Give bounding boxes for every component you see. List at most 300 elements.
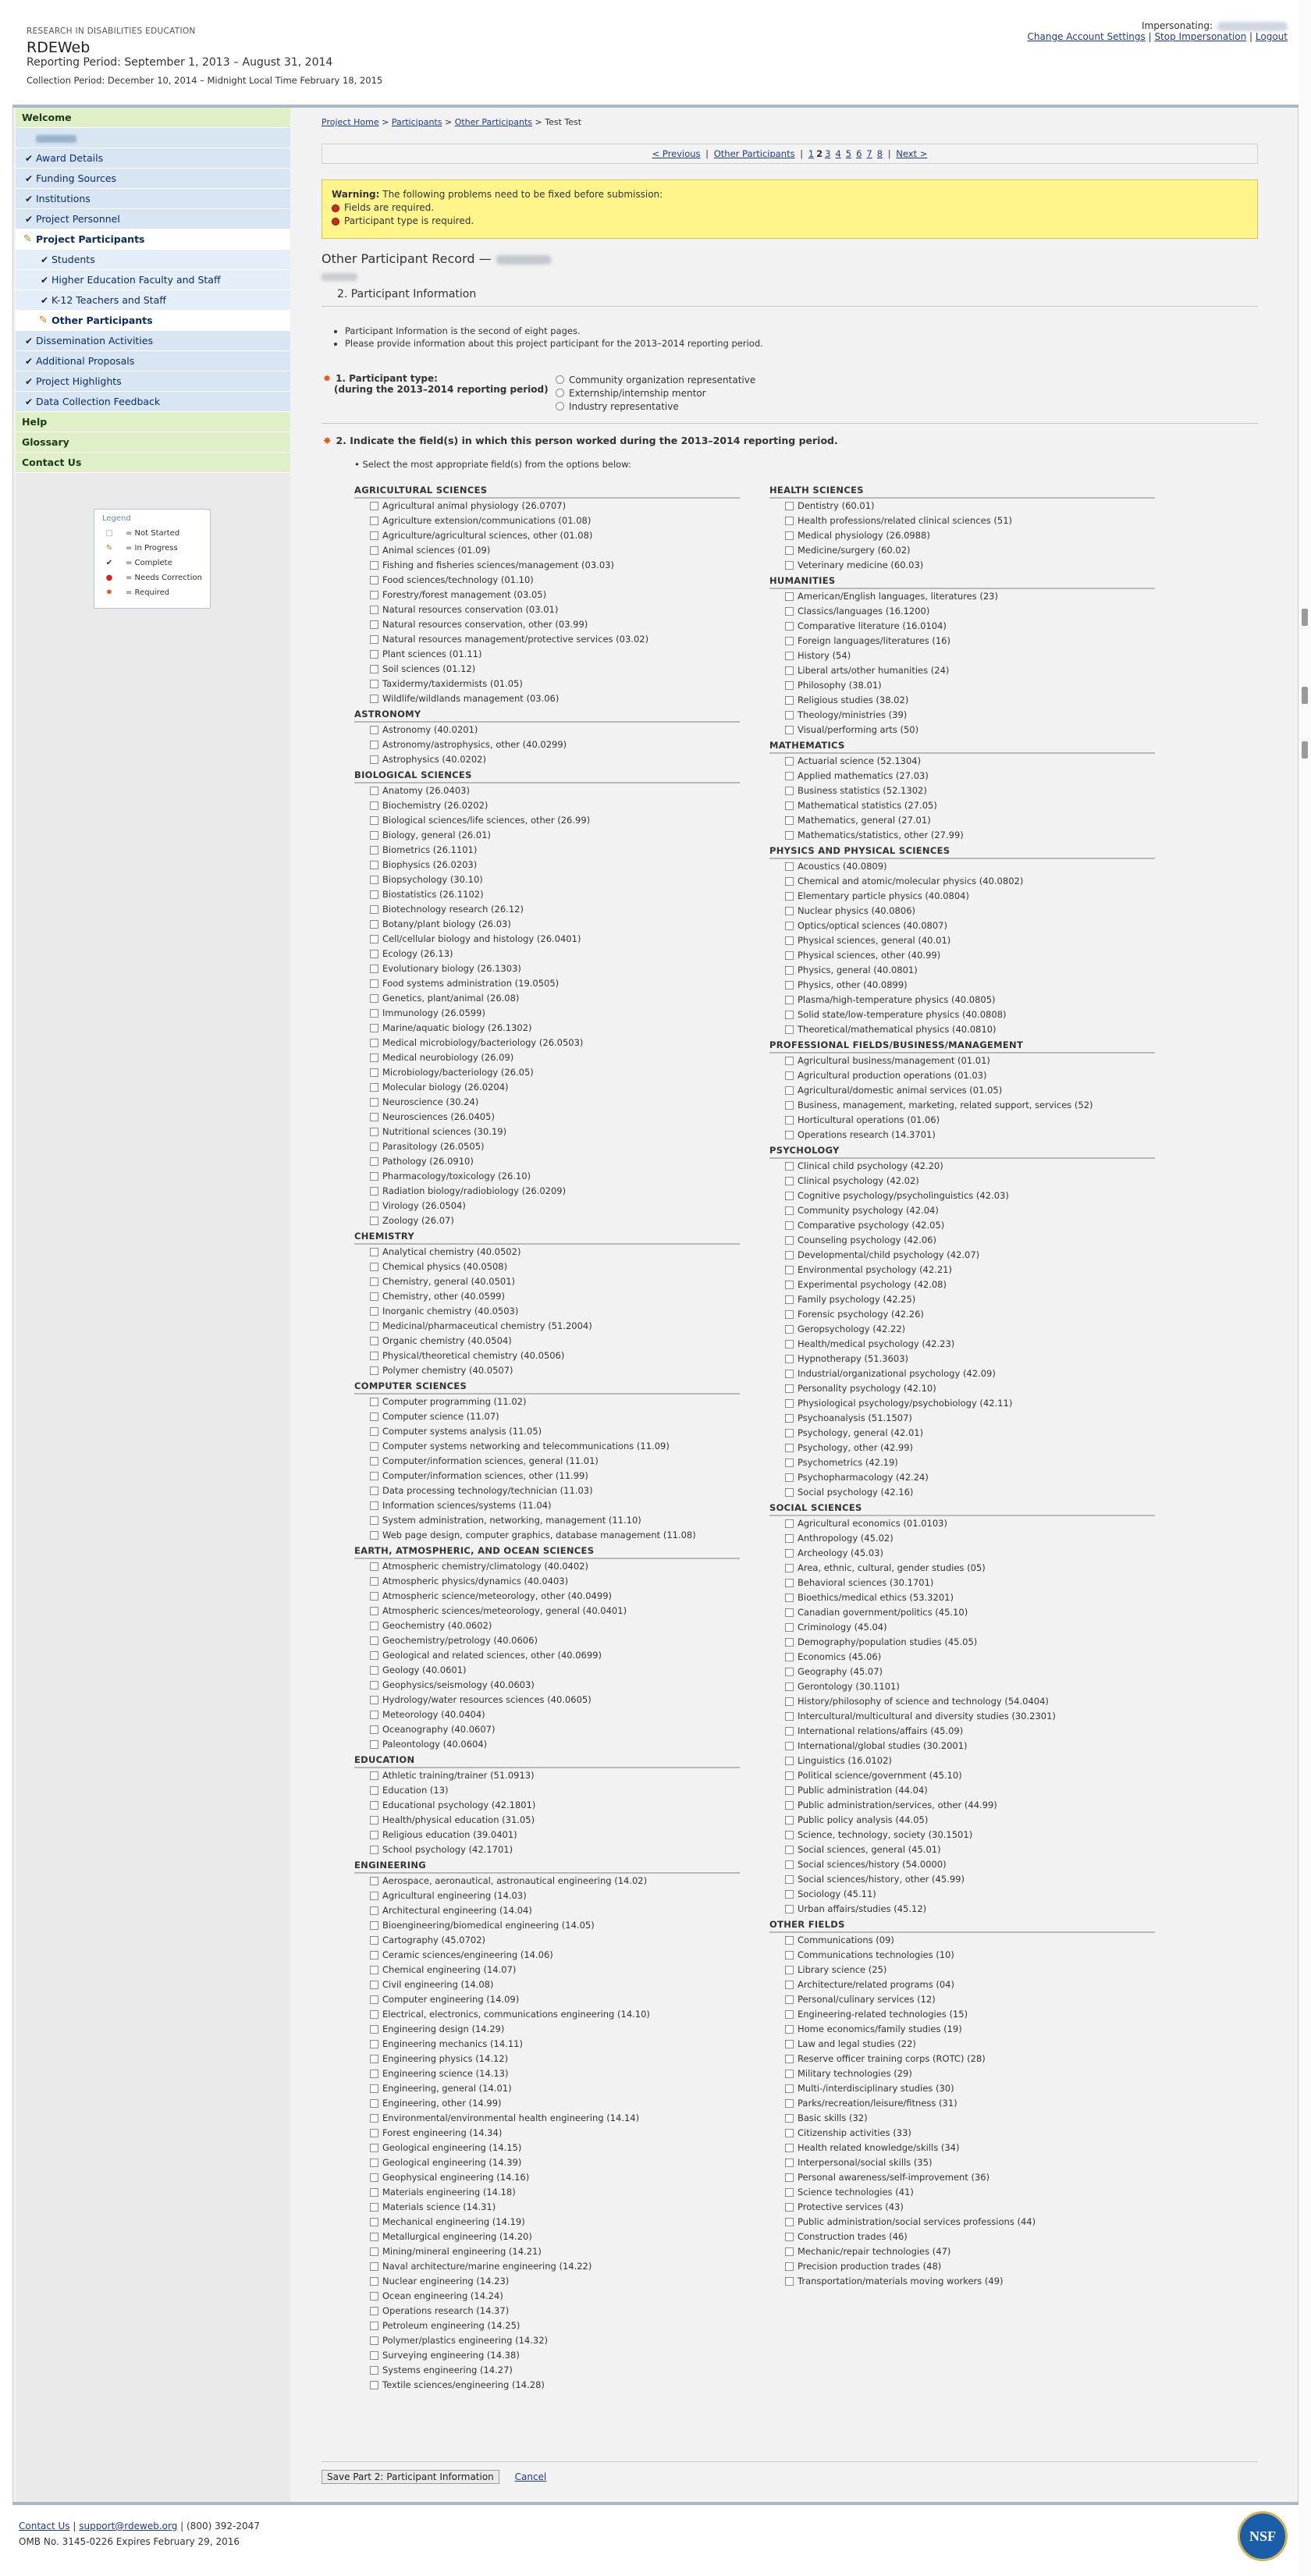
- checkbox[interactable]: [785, 2055, 794, 2063]
- checkbox[interactable]: [370, 1651, 378, 1660]
- field-option[interactable]: [354, 543, 740, 558]
- field-option[interactable]: [769, 1218, 1155, 1233]
- field-option[interactable]: [769, 828, 1155, 843]
- previous-link[interactable]: < Previous: [652, 148, 701, 159]
- field-option[interactable]: [354, 2363, 740, 2378]
- field-option[interactable]: [354, 558, 740, 573]
- checkbox[interactable]: [370, 650, 378, 659]
- checkbox[interactable]: [785, 1936, 794, 1945]
- checkbox[interactable]: [785, 1608, 794, 1617]
- radio-button[interactable]: [556, 402, 564, 410]
- checkbox[interactable]: [785, 1206, 794, 1215]
- checkbox[interactable]: [370, 831, 378, 840]
- checkbox[interactable]: [370, 979, 378, 988]
- checkbox[interactable]: [370, 2292, 378, 2301]
- checkbox[interactable]: [785, 1281, 794, 1289]
- checkbox[interactable]: [370, 1995, 378, 2004]
- radio-button[interactable]: [556, 375, 564, 384]
- sidebar-item-project-participants[interactable]: [16, 229, 290, 250]
- field-option[interactable]: [354, 2007, 740, 2022]
- footer-email-link[interactable]: support@rdeweb.org: [79, 2521, 178, 2532]
- field-option[interactable]: [354, 723, 740, 737]
- checkbox[interactable]: [785, 666, 794, 675]
- field-option[interactable]: [354, 1439, 740, 1454]
- field-option[interactable]: [769, 1561, 1155, 1576]
- field-option[interactable]: [769, 693, 1155, 708]
- field-option[interactable]: [769, 2230, 1155, 2244]
- radio-button[interactable]: [556, 389, 564, 397]
- field-option[interactable]: [769, 754, 1155, 769]
- field-option[interactable]: [354, 2348, 740, 2363]
- checkbox[interactable]: [370, 2010, 378, 2019]
- checkbox[interactable]: [785, 1966, 794, 1974]
- checkbox[interactable]: [370, 1877, 378, 1885]
- page-link-5[interactable]: 5: [845, 148, 852, 159]
- checkbox[interactable]: [370, 2262, 378, 2271]
- field-option[interactable]: [769, 963, 1155, 978]
- checkbox[interactable]: [370, 1740, 378, 1749]
- field-option[interactable]: [769, 1739, 1155, 1753]
- checkbox[interactable]: [785, 1594, 794, 1602]
- field-option[interactable]: [354, 2200, 740, 2215]
- page-link-8[interactable]: 8: [876, 148, 883, 159]
- field-option[interactable]: [769, 1352, 1155, 1366]
- field-option[interactable]: [354, 1125, 740, 1139]
- field-option[interactable]: [354, 947, 740, 961]
- field-option[interactable]: [354, 2066, 740, 2081]
- participant-type-option[interactable]: Industry representative: [556, 400, 755, 414]
- checkbox[interactable]: [370, 1427, 378, 1436]
- field-option[interactable]: [354, 2378, 740, 2393]
- checkbox[interactable]: [785, 966, 794, 975]
- field-option[interactable]: [354, 588, 740, 602]
- checkbox[interactable]: [785, 1192, 794, 1200]
- checkbox[interactable]: [785, 1340, 794, 1348]
- field-option[interactable]: [769, 2111, 1155, 2126]
- field-option[interactable]: [769, 1902, 1155, 1917]
- field-option[interactable]: [769, 859, 1155, 874]
- field-option[interactable]: [354, 2259, 740, 2274]
- checkbox[interactable]: [785, 1488, 794, 1497]
- checkbox[interactable]: [370, 1725, 378, 1734]
- checkbox[interactable]: [785, 1623, 794, 1632]
- checkbox[interactable]: [785, 1846, 794, 1854]
- field-option[interactable]: [769, 1083, 1155, 1098]
- checkbox[interactable]: [785, 1534, 794, 1543]
- checkbox[interactable]: [370, 876, 378, 884]
- checkbox[interactable]: [370, 2025, 378, 2034]
- field-option[interactable]: [354, 691, 740, 706]
- checkbox[interactable]: [370, 1366, 378, 1375]
- field-option[interactable]: [354, 1874, 740, 1888]
- checkbox[interactable]: [785, 2203, 794, 2212]
- checkbox[interactable]: [370, 2203, 378, 2212]
- checkbox[interactable]: [785, 711, 794, 720]
- field-option[interactable]: [769, 2022, 1155, 2037]
- checkbox[interactable]: [370, 2129, 378, 2137]
- field-option[interactable]: [354, 1199, 740, 1213]
- checkbox[interactable]: [785, 1057, 794, 1065]
- checkbox[interactable]: [370, 1352, 378, 1360]
- checkbox[interactable]: [785, 1801, 794, 1810]
- checkbox[interactable]: [370, 2144, 378, 2152]
- field-option[interactable]: [354, 1842, 740, 1857]
- checkbox[interactable]: [370, 2114, 378, 2123]
- field-option[interactable]: [769, 1798, 1155, 1813]
- field-option[interactable]: [354, 2141, 740, 2155]
- checkbox[interactable]: [785, 1071, 794, 1080]
- checkbox[interactable]: [785, 2233, 794, 2241]
- checkbox[interactable]: [785, 726, 794, 734]
- field-option[interactable]: [769, 2200, 1155, 2215]
- checkbox[interactable]: [370, 1217, 378, 1225]
- checkbox[interactable]: [370, 861, 378, 869]
- checkbox[interactable]: [785, 1459, 794, 1467]
- checkbox[interactable]: [785, 757, 794, 766]
- checkbox[interactable]: [370, 2099, 378, 2108]
- field-option[interactable]: [769, 1248, 1155, 1263]
- field-option[interactable]: [769, 978, 1155, 993]
- checkbox[interactable]: [785, 2159, 794, 2167]
- field-option[interactable]: [354, 662, 740, 677]
- field-option[interactable]: [769, 558, 1155, 573]
- checkbox[interactable]: [370, 1039, 378, 1047]
- field-option[interactable]: [354, 798, 740, 813]
- checkbox[interactable]: [785, 1638, 794, 1647]
- field-option[interactable]: [769, 1948, 1155, 1963]
- checkbox[interactable]: [370, 1157, 378, 1166]
- checkbox[interactable]: [785, 502, 794, 510]
- checkbox[interactable]: [370, 1412, 378, 1421]
- checkbox[interactable]: [785, 1086, 794, 1095]
- checkbox[interactable]: [785, 1414, 794, 1423]
- checkbox[interactable]: [370, 920, 378, 929]
- field-option[interactable]: [769, 2141, 1155, 2155]
- checkbox[interactable]: [785, 922, 794, 930]
- checkbox[interactable]: [370, 1307, 378, 1316]
- checkbox[interactable]: [370, 517, 378, 525]
- field-option[interactable]: [354, 828, 740, 843]
- nav-welcome[interactable]: Welcome: [16, 108, 290, 128]
- field-option[interactable]: [769, 1174, 1155, 1189]
- checkbox[interactable]: [785, 1473, 794, 1482]
- field-option[interactable]: [354, 1559, 740, 1574]
- nav-help[interactable]: Help: [16, 412, 290, 432]
- checkbox[interactable]: [785, 1860, 794, 1869]
- field-option[interactable]: [354, 1798, 740, 1813]
- checkbox[interactable]: [370, 1892, 378, 1900]
- footer-contact-link[interactable]: Contact Us: [19, 2521, 70, 2532]
- field-option[interactable]: [769, 1828, 1155, 1842]
- checkbox[interactable]: [785, 561, 794, 570]
- field-option[interactable]: [769, 874, 1155, 889]
- field-option[interactable]: [354, 1110, 740, 1125]
- sidebar-item-dissemination-activities[interactable]: [16, 331, 290, 351]
- checkbox[interactable]: [785, 1579, 794, 1587]
- field-option[interactable]: [354, 1813, 740, 1828]
- field-option[interactable]: [769, 1977, 1155, 1992]
- checkbox[interactable]: [785, 1519, 794, 1528]
- checkbox[interactable]: [370, 1292, 378, 1301]
- field-option[interactable]: [769, 2066, 1155, 2081]
- checkbox[interactable]: [370, 695, 378, 703]
- field-option[interactable]: [354, 632, 740, 647]
- field-option[interactable]: [354, 2155, 740, 2170]
- field-option[interactable]: [769, 1813, 1155, 1828]
- checkbox[interactable]: [370, 1681, 378, 1690]
- field-option[interactable]: [769, 1455, 1155, 1470]
- field-option[interactable]: [354, 1498, 740, 1513]
- checkbox[interactable]: [370, 2084, 378, 2093]
- field-option[interactable]: [769, 1650, 1155, 1665]
- field-option[interactable]: [354, 2274, 740, 2289]
- field-option[interactable]: [354, 1363, 740, 1378]
- checkbox[interactable]: [370, 1098, 378, 1107]
- checkbox[interactable]: [370, 2233, 378, 2241]
- checkbox[interactable]: [370, 1846, 378, 1854]
- checkbox[interactable]: [785, 1444, 794, 1452]
- checkbox[interactable]: [785, 1682, 794, 1691]
- nav-contact[interactable]: Contact Us: [16, 453, 290, 473]
- field-option[interactable]: [769, 1426, 1155, 1441]
- checkbox[interactable]: [370, 965, 378, 973]
- field-option[interactable]: [354, 1678, 740, 1693]
- checkbox[interactable]: [370, 1801, 378, 1810]
- checkbox[interactable]: [785, 1221, 794, 1230]
- field-option[interactable]: [354, 2170, 740, 2185]
- field-option[interactable]: [769, 1128, 1155, 1142]
- checkbox[interactable]: [370, 1068, 378, 1077]
- checkbox[interactable]: [785, 801, 794, 810]
- checkbox[interactable]: [370, 2307, 378, 2315]
- field-option[interactable]: [354, 961, 740, 976]
- checkbox[interactable]: [785, 1325, 794, 1334]
- checkbox[interactable]: [370, 1277, 378, 1286]
- field-option[interactable]: [354, 1768, 740, 1783]
- checkbox[interactable]: [370, 1128, 378, 1136]
- field-option[interactable]: [354, 1065, 740, 1080]
- field-option[interactable]: [769, 1337, 1155, 1352]
- checkbox[interactable]: [370, 950, 378, 958]
- sidebar-item-students[interactable]: [16, 250, 290, 270]
- checkbox[interactable]: [370, 591, 378, 599]
- field-option[interactable]: [354, 1409, 740, 1424]
- field-option[interactable]: [354, 2215, 740, 2230]
- checkbox[interactable]: [370, 2351, 378, 2360]
- field-option[interactable]: [354, 1903, 740, 1918]
- checkbox[interactable]: [785, 681, 794, 690]
- checkbox[interactable]: [370, 787, 378, 795]
- checkbox[interactable]: [370, 1322, 378, 1331]
- stop-impersonation-link[interactable]: Stop Impersonation: [1154, 31, 1247, 42]
- checkbox[interactable]: [785, 831, 794, 840]
- field-option[interactable]: [354, 858, 740, 872]
- field-option[interactable]: [769, 2215, 1155, 2230]
- checkbox[interactable]: [370, 2366, 378, 2375]
- field-option[interactable]: [354, 1036, 740, 1050]
- checkbox[interactable]: [370, 1951, 378, 1960]
- checkbox[interactable]: [785, 951, 794, 960]
- checkbox[interactable]: [370, 1816, 378, 1825]
- field-option[interactable]: [354, 1319, 740, 1334]
- checkbox[interactable]: [370, 1202, 378, 1210]
- field-option[interactable]: [769, 1441, 1155, 1455]
- sidebar-item-higher-education-faculty-and-staff[interactable]: [16, 270, 290, 290]
- field-option[interactable]: [769, 1068, 1155, 1083]
- field-option[interactable]: [354, 1528, 740, 1543]
- field-option[interactable]: [769, 2096, 1155, 2111]
- field-option[interactable]: [354, 1888, 740, 1903]
- checkbox[interactable]: [785, 2040, 794, 2048]
- checkbox[interactable]: [370, 1636, 378, 1645]
- field-option[interactable]: [354, 1783, 740, 1798]
- checkbox[interactable]: [370, 2173, 378, 2182]
- field-option[interactable]: [769, 1396, 1155, 1411]
- other-participants-link[interactable]: Other Participants: [713, 148, 795, 159]
- checkbox[interactable]: [370, 1248, 378, 1256]
- field-option[interactable]: [769, 1203, 1155, 1218]
- checkbox[interactable]: [785, 1564, 794, 1572]
- checkbox[interactable]: [370, 801, 378, 810]
- checkbox[interactable]: [370, 1053, 378, 1062]
- checkbox[interactable]: [785, 2010, 794, 2019]
- breadcrumb-participants[interactable]: Participants: [391, 117, 442, 127]
- checkbox[interactable]: [785, 1875, 794, 1884]
- field-option[interactable]: [354, 617, 740, 632]
- checkbox[interactable]: [785, 1025, 794, 1034]
- sidebar-item-award-details[interactable]: [16, 148, 290, 169]
- field-option[interactable]: [769, 1411, 1155, 1426]
- field-option[interactable]: [354, 1395, 740, 1409]
- field-option[interactable]: [354, 1963, 740, 1977]
- checkbox[interactable]: [785, 592, 794, 601]
- sidebar-item-project-personnel[interactable]: [16, 209, 290, 229]
- checkbox[interactable]: [785, 1131, 794, 1139]
- field-option[interactable]: [769, 1992, 1155, 2007]
- field-option[interactable]: [769, 513, 1155, 528]
- checkbox[interactable]: [785, 2099, 794, 2108]
- field-option[interactable]: [769, 723, 1155, 737]
- field-option[interactable]: [354, 573, 740, 588]
- field-option[interactable]: [769, 1159, 1155, 1174]
- field-option[interactable]: [769, 528, 1155, 543]
- checkbox[interactable]: [785, 2173, 794, 2182]
- checkbox[interactable]: [785, 1816, 794, 1825]
- checkbox[interactable]: [785, 2247, 794, 2256]
- checkbox[interactable]: [370, 680, 378, 688]
- checkbox[interactable]: [785, 1951, 794, 1960]
- field-option[interactable]: [769, 889, 1155, 904]
- field-option[interactable]: [769, 1531, 1155, 1546]
- field-option[interactable]: [769, 1783, 1155, 1798]
- field-option[interactable]: [769, 2155, 1155, 2170]
- field-option[interactable]: [354, 2111, 740, 2126]
- checkbox[interactable]: [370, 2040, 378, 2048]
- field-option[interactable]: [354, 887, 740, 902]
- field-option[interactable]: [769, 1322, 1155, 1337]
- checkbox[interactable]: [370, 1921, 378, 1930]
- field-option[interactable]: [769, 1768, 1155, 1783]
- field-option[interactable]: [354, 1574, 740, 1589]
- checkbox[interactable]: [785, 1890, 794, 1899]
- field-option[interactable]: [769, 783, 1155, 798]
- checkbox[interactable]: [785, 936, 794, 945]
- field-option[interactable]: [769, 1709, 1155, 1724]
- sidebar-item-funding-sources[interactable]: [16, 169, 290, 189]
- field-option[interactable]: [769, 2037, 1155, 2052]
- sidebar-item-k-12-teachers-and-staff[interactable]: [16, 290, 290, 311]
- checkbox[interactable]: [370, 546, 378, 555]
- breadcrumb-project-home[interactable]: Project Home: [322, 117, 379, 127]
- field-option[interactable]: [769, 2244, 1155, 2259]
- checkbox[interactable]: [370, 1771, 378, 1780]
- field-option[interactable]: [769, 1605, 1155, 1620]
- checkbox[interactable]: [370, 1187, 378, 1196]
- checkbox[interactable]: [370, 1786, 378, 1795]
- page-link-6[interactable]: 6: [856, 148, 862, 159]
- change-account-settings-link[interactable]: Change Account Settings: [1027, 31, 1146, 42]
- field-option[interactable]: [354, 499, 740, 513]
- field-option[interactable]: [354, 2230, 740, 2244]
- field-option[interactable]: [354, 1737, 740, 1752]
- field-option[interactable]: [769, 663, 1155, 678]
- checkbox[interactable]: [370, 2322, 378, 2330]
- checkbox[interactable]: [370, 531, 378, 540]
- field-option[interactable]: [769, 1635, 1155, 1650]
- checkbox[interactable]: [785, 1251, 794, 1260]
- checkbox[interactable]: [370, 1622, 378, 1630]
- field-option[interactable]: [769, 933, 1155, 948]
- sidebar-item-project-highlights[interactable]: [16, 371, 290, 392]
- field-option[interactable]: [769, 2259, 1155, 2274]
- page-link-1[interactable]: 1: [808, 148, 815, 159]
- checkbox[interactable]: [785, 907, 794, 915]
- field-option[interactable]: [354, 1648, 740, 1663]
- field-option[interactable]: [354, 2081, 740, 2096]
- checkbox[interactable]: [370, 935, 378, 943]
- checkbox[interactable]: [370, 1083, 378, 1092]
- field-option[interactable]: [354, 1021, 740, 1036]
- checkbox[interactable]: [370, 2070, 378, 2078]
- checkbox[interactable]: [785, 607, 794, 616]
- checkbox[interactable]: [370, 1696, 378, 1704]
- checkbox[interactable]: [785, 2262, 794, 2271]
- field-option[interactable]: [354, 1828, 740, 1842]
- field-option[interactable]: [769, 948, 1155, 963]
- field-option[interactable]: [354, 813, 740, 828]
- checkbox[interactable]: [785, 1384, 794, 1393]
- checkbox[interactable]: [370, 2381, 378, 2389]
- checkbox[interactable]: [370, 1592, 378, 1601]
- breadcrumb-other-participants[interactable]: Other Participants: [454, 117, 533, 127]
- field-option[interactable]: [354, 1154, 740, 1169]
- field-option[interactable]: [354, 2185, 740, 2200]
- checkbox[interactable]: [785, 1757, 794, 1765]
- checkbox[interactable]: [370, 2218, 378, 2226]
- checkbox[interactable]: [370, 1501, 378, 1510]
- checkbox[interactable]: [785, 1831, 794, 1839]
- checkbox[interactable]: [370, 1906, 378, 1915]
- checkbox[interactable]: [785, 816, 794, 825]
- field-option[interactable]: [354, 737, 740, 752]
- field-option[interactable]: [354, 843, 740, 858]
- checkbox[interactable]: [370, 1966, 378, 1974]
- checkbox[interactable]: [785, 1177, 794, 1185]
- field-option[interactable]: [354, 1933, 740, 1948]
- field-option[interactable]: [769, 619, 1155, 634]
- checkbox[interactable]: [370, 1981, 378, 1989]
- field-option[interactable]: [354, 677, 740, 691]
